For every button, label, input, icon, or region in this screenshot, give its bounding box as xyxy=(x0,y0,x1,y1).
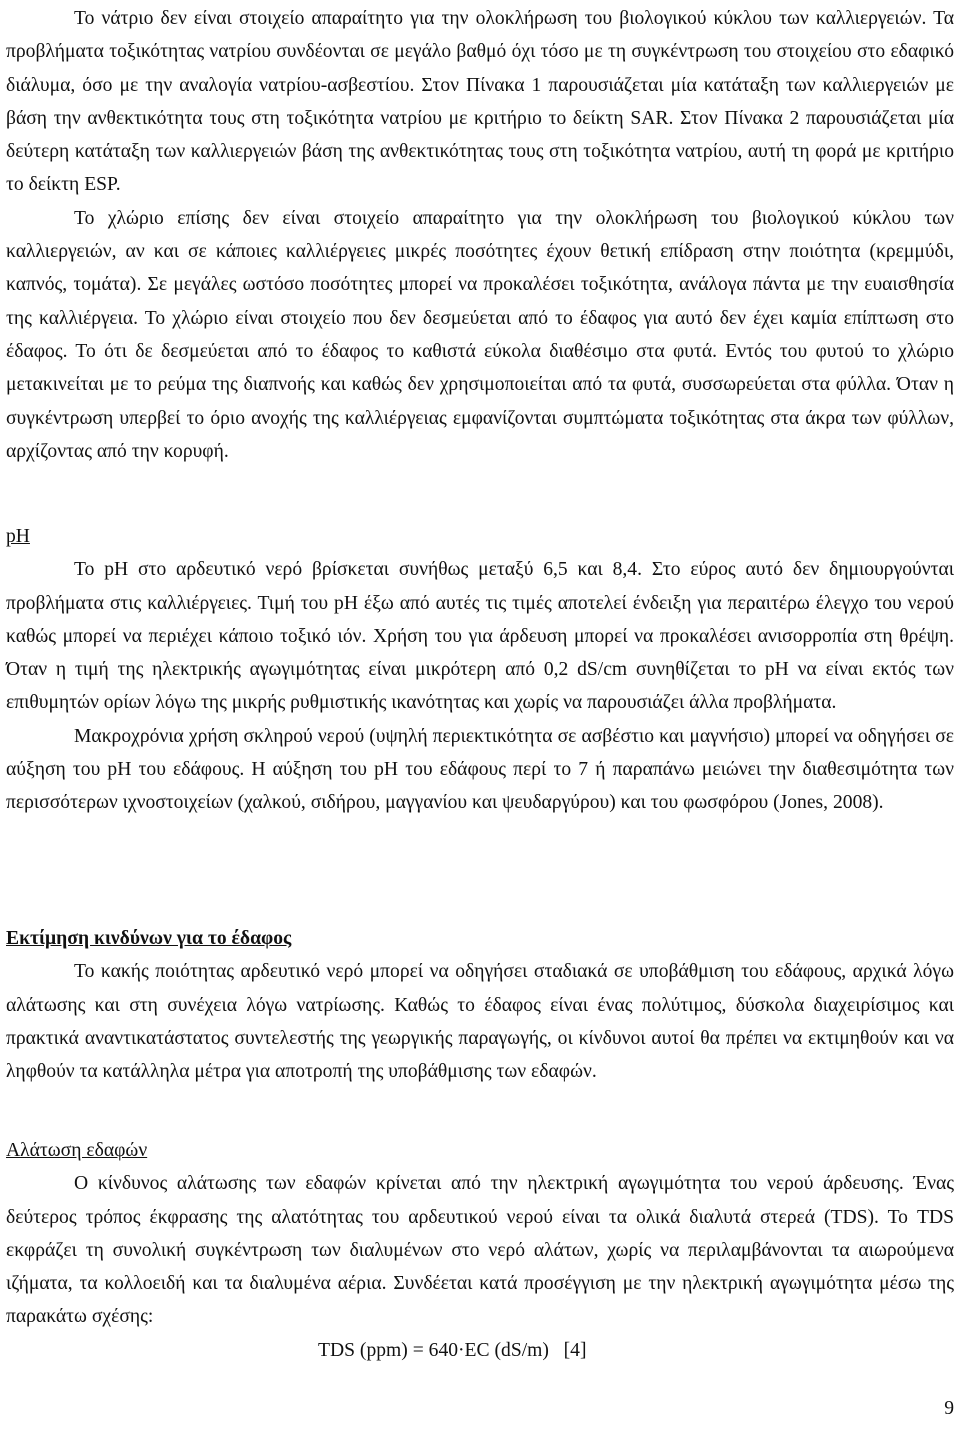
risk-heading: Εκτίμηση κινδύνων για το έδαφος xyxy=(6,928,292,949)
ph-paragraph-2: Μακροχρόνια χρήση σκληρού νερού (υψηλή περιεκτικότητα σε ασβέστιο και μαγνήσιο) μπορεί να οδηγήσει σε αύξηση του pH του εδάφους. Η αύξηση του pH του εδάφους περί το 7 ή παραπάνω μειώνει την διαθεσιμότητα των περισσότερων ιχνοστοιχείων (χαλκού, σιδήρου, μαγγανίου και ψευδαργύρου) και του φωσφόρου (Jones, 2008). xyxy=(6,725,954,814)
salinization-heading: Αλάτωση εδαφών xyxy=(6,1140,148,1161)
salinization-paragraph: Ο κίνδυνος αλάτωσης των εδαφών κρίνεται από την ηλεκτρική αγωγιμότητα του νερού άρδευσης. Ένας δεύτερος τρόπος έκφρασης της αλατότητας του αρδευτικού νερού είναι τα ολικά διαλυτά στερεά (TDS). Το TDS εκφράζει τη συνολική συγκέντρωση των διαλυμένων στο νερό αλάτων, χωρίς να περιλαμβάνονται τα αιωρούμενα ιζήματα, τα κολλοειδή και τα διαλυμένα αέρια. Συνδέεται κατά προσέγγιση με την ηλεκτρική αγωγιμότητα μέσω της παρακάτω σχέσης: xyxy=(6,1173,954,1328)
salinization-section xyxy=(6,1134,954,1367)
ph-section xyxy=(6,520,954,820)
tds-equation: TDS (ppm) = 640·EC (dS/m) [4] xyxy=(318,1339,587,1361)
page-number: 9 xyxy=(944,1398,954,1419)
top-section xyxy=(6,2,954,468)
ph-paragraph-1: Το pH στο αρδευτικό νερό βρίσκεται συνήθως μεταξύ 6,5 και 8,4. Στο εύρος αυτό δεν δημιουργούνται προβλήματα στις καλλιέργειες. Τιμή του pH έξω από αυτές τις τιμές αποτελεί ένδειξη για περαιτέρω έλεγχο του νερού καθώς μπορεί να περιέχει κάποιο τοξικό ιόν. Χρήση του για άρδευση μπορεί να προκαλέσει ανισορροπία στη θρέψη. Όταν η τιμή της ηλεκτρικής αγωγιμότητας είναι μικρότερη από 0,2 dS/cm συνηθίζεται το pH να είναι εκτός των επιθυμητών ορίων λόγω της μικρής ρυθμιστικής ικανότητας και χωρίς να παρουσιάζει άλλα προβλήματα. xyxy=(6,559,954,714)
sodium-paragraph: Το νάτριο δεν είναι στοιχείο απαραίτητο για την ολοκλήρωση του βιολογικού κύκλου των καλλιεργειών. Τα προβλήματα τοξικότητας νατρίου συνδέονται σε μεγάλο βαθμό όχι τόσο με τη συγκέντρωση του στοιχείου στο εδαφικό διάλυμα, όσο με την αναλογία νατρίου-ασβεστίου. Στον Πίνακα 1 παρουσιάζεται μία κατάταξη των καλλιεργειών με βάση την ανθεκτικότητα τους στη τοξικότητα νατρίου με κριτήριο το δείκτη SAR. Στον Πίνακα 2 παρουσιάζεται μία δεύτερη κατάταξη των καλλιεργειών βάση της ανθεκτικότητας τους στη τοξικότητα νατρίου, αυτή τη φορά με κριτήριο το δείκτη ESP. xyxy=(6,8,954,196)
ph-heading: pH xyxy=(6,526,30,547)
risk-section xyxy=(6,922,954,1088)
chlorine-paragraph: Το χλώριο επίσης δεν είναι στοιχείο απαραίτητο για την ολοκλήρωση του βιολογικού κύκλου των καλλιεργειών, αν και σε κάποιες καλλιέργειες μικρές ποσότητες έχουν θετική επίδραση στην ποιότητα (κρεμμύδι, καπνός, τομάτα). Σε μεγάλες ωστόσο ποσότητες μπορεί να προκαλέσει τοξικότητα, ανάλογα πάντα με την ευαισθησία της καλλιέργεια. Το χλώριο είναι στοιχείο που δεν δεσμεύεται από το έδαφος για αυτό δεν έχει καμία επίπτωση στο έδαφος. Το ότι δε δεσμεύεται από το έδαφος το καθιστά εύκολα διαθέσιμο στα φυτά. Εντός του φυτού το χλώριο μετακινείται με το ρεύμα της διαπνοής και καθώς δεν χρησιμοποιείται από τα φυτά, συσσωρεύεται στα φύλλα. Όταν η συγκέντρωση υπερβεί το όριο ανοχής της καλλιέργειας εμφανίζονται συμπτώματα τοξικότητας στα άκρα των φύλλων, αρχίζοντας από την κορυφή. xyxy=(6,207,954,462)
risk-paragraph: Το κακής ποιότητας αρδευτικό νερό μπορεί να οδηγήσει σταδιακά σε υποβάθμιση του εδάφους, αρχικά λόγω αλάτωσης και στη συνέχεια λόγω νατρίωσης. Καθώς το έδαφος είναι ένας πολύτιμος, δύσκολα διαχειρίσιμος και πρακτικά αναντικατάστατος συντελεστής της γεωργικής παραγωγής, οι κίνδυνοι αυτοί θα πρέπει να εκτιμηθούν και να ληφθούν τα κατάλληλα μέτρα για αποτροπή της υποβάθμισης των εδαφών. xyxy=(6,961,954,1083)
